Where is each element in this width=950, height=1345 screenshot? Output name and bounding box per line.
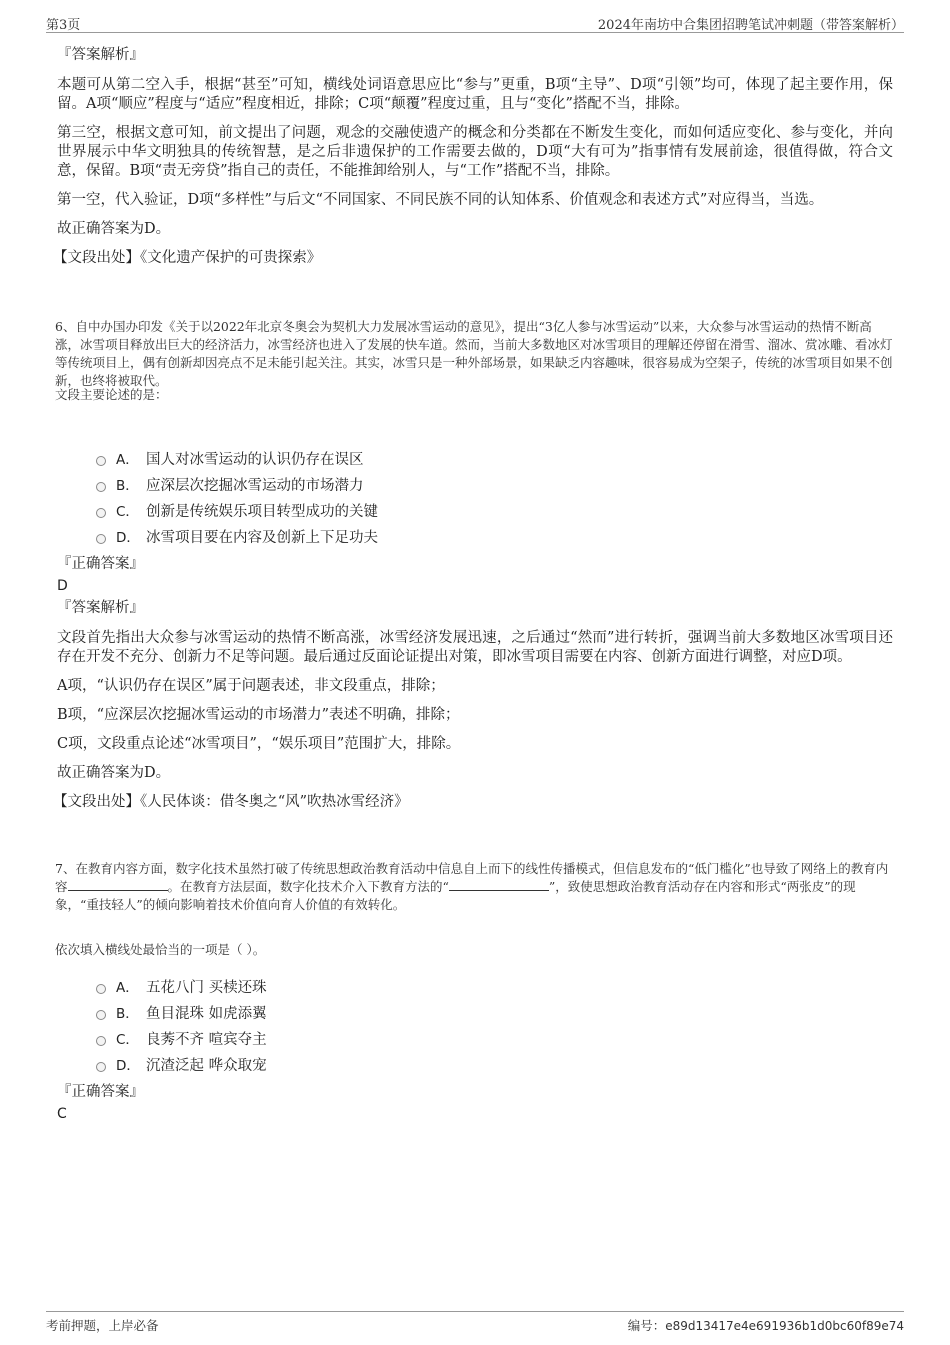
document-title: 2024年南坊中合集团招聘笔试冲刺题（带答案解析） bbox=[597, 18, 904, 33]
q7-answer-section bbox=[57, 1081, 893, 1125]
analysis-paragraph: 第三空，根据文意可知，前文提出了问题，观念的交融使遗产的概念和分类都在不断发生变化，而如何适应变化、参与变化，并向世界展示中华文明独具的传统智慧，是之后非遗保护的工作需要去做的，D项“大有可为”指事情有发展前途，很值得做，符合文意，保留。B项“责无旁贷”指自己的责任，不能推卸给别人，与“工作”搭配不当，排除。 bbox=[57, 125, 893, 179]
option-letter: B． bbox=[116, 478, 139, 494]
question-text-part: 。在教育方法层面，数字化技术介入下教育方法的“ bbox=[167, 879, 449, 894]
option-text: 沉渣泛起 哗众取宠 bbox=[146, 1057, 267, 1074]
option-c[interactable] bbox=[96, 497, 378, 523]
radio-button[interactable] bbox=[96, 1062, 106, 1072]
question-text-part: 7、在教育内容方面，数字化技术虽然打破了传统思想政治教育活动中信息自上而下的线性传播模式，但信息发布的“低门槛化”也导致了网络上的教育内容 bbox=[55, 861, 889, 894]
question-6-prompt bbox=[55, 385, 895, 403]
option-text: 创新是传统娱乐项目转型成功的关键 bbox=[146, 503, 378, 520]
answer-label: 『正确答案』 bbox=[57, 1084, 144, 1100]
option-text: 良莠不齐 喧宾夺主 bbox=[146, 1031, 267, 1048]
analysis-paragraph: 本题可从第二空入手，根据“甚至”可知，横线处词语意思应比“参与”更重，B项“主导”、D项“引领”均可，体现了起主要作用，保留。A项“顺应”程度与“适应”程度相近，排除；C项“颠覆”程度过重，且与“变化”搭配不当，排除。 bbox=[57, 77, 893, 112]
analysis-conclusion: 故正确答案为D。 bbox=[57, 221, 171, 237]
code-value: e89d13417e4e691936b1d0bc60f89e74 bbox=[665, 1319, 904, 1333]
option-letter: B． bbox=[116, 1006, 139, 1022]
option-text: 五花八门 买椟还珠 bbox=[146, 979, 267, 996]
analysis-conclusion: 故正确答案为D。 bbox=[57, 765, 171, 781]
analysis-paragraph: 第一空，代入验证，D项“多样性”与后文“不同国家、不同民族不同的认知体系、价值观念和表述方式”对应得当，当选。 bbox=[57, 192, 824, 208]
question-7-options bbox=[96, 973, 267, 1077]
analysis-paragraph: C项，文段重点论述“冰雪项目”，“娱乐项目”范围扩大，排除。 bbox=[57, 736, 461, 752]
radio-button[interactable] bbox=[96, 1036, 106, 1046]
radio-button[interactable] bbox=[96, 482, 106, 492]
q6-answer-section bbox=[53, 553, 893, 812]
question-6 bbox=[55, 318, 895, 390]
page-footer bbox=[46, 1311, 904, 1336]
fill-blank bbox=[68, 878, 168, 891]
source-citation: 【文段出处】《文化遗产保护的可贵探索》 bbox=[53, 250, 322, 266]
page-header bbox=[46, 12, 904, 33]
option-text: 国人对冰雪运动的认识仍存在误区 bbox=[146, 451, 364, 468]
correct-answer: C bbox=[57, 1106, 67, 1122]
fill-blank bbox=[449, 878, 549, 891]
correct-answer: D bbox=[57, 578, 68, 594]
option-letter: D． bbox=[116, 1058, 140, 1074]
q5-analysis-section bbox=[53, 44, 893, 268]
question-text bbox=[55, 860, 895, 914]
option-letter: D． bbox=[116, 530, 140, 546]
option-a[interactable] bbox=[96, 445, 378, 471]
radio-button[interactable] bbox=[96, 508, 106, 518]
document-code bbox=[628, 1316, 904, 1334]
analysis-paragraph: A项，“认识仍存在误区”属于问题表述，非文段重点，排除； bbox=[57, 678, 445, 694]
option-letter: A． bbox=[116, 980, 139, 996]
radio-button[interactable] bbox=[96, 984, 106, 994]
option-letter: A． bbox=[116, 452, 139, 468]
source-citation: 【文段出处】《人民体谈：借冬奥之“风”吹热冰雪经济》 bbox=[53, 794, 409, 810]
option-letter: C． bbox=[116, 1032, 139, 1048]
analysis-paragraph: 文段首先指出大众参与冰雪运动的热情不断高涨，冰雪经济发展迅速，之后通过“然而”进行转折，强调当前大多数地区冰雪项目还存在开发不充分、创新力不足等问题。最后通过反面论证提出对策，即冰雪项目需要在内容、创新方面进行调整，对应D项。 bbox=[57, 630, 893, 665]
question-prompt: 依次填入横线处最恰当的一项是（ ）。 bbox=[55, 942, 266, 957]
option-d[interactable] bbox=[96, 523, 378, 549]
question-6-options bbox=[96, 445, 378, 549]
option-c[interactable] bbox=[96, 1025, 267, 1051]
radio-button[interactable] bbox=[96, 456, 106, 466]
code-label: 编号： bbox=[627, 1318, 666, 1333]
radio-button[interactable] bbox=[96, 534, 106, 544]
question-text: 6、自中办国办印发《关于以2022年北京冬奥会为契机大力发展冰雪运动的意见》，提出“3亿人参与冰雪运动”以来，大众参与冰雪运动的热情不断高涨，冰雪项目释放出巨大的经济活力，冰雪经济也进入了发展的快车道。然而，当前大多数地区对冰雪项目的理解还停留在滑雪、溜冰、赏冰雕、看冰灯等传统项目上，偶有创新却因亮点不足未能引起关注。其实，冰雪只是一种外部场景，如果缺乏内容趣味，很容易成为空架子，传统的冰雪项目如果不创新，也终将被取代。 bbox=[55, 319, 893, 388]
question-text-part: ”，致使思想政治教育活动存在内容和形式“两张皮”的现象，“重技轻人”的倾向影响着技术价值向育人价值的有效转化。 bbox=[55, 879, 856, 912]
page-number: 第3页 bbox=[46, 18, 81, 33]
option-text: 冰雪项目要在内容及创新上下足功夫 bbox=[146, 529, 378, 546]
question-prompt: 文段主要论述的是： bbox=[55, 387, 168, 402]
radio-button[interactable] bbox=[96, 1010, 106, 1020]
option-b[interactable] bbox=[96, 999, 267, 1025]
analysis-paragraph: B项，“应深层次挖掘冰雪运动的市场潜力”表述不明确，排除； bbox=[57, 707, 460, 723]
option-a[interactable] bbox=[96, 973, 267, 999]
answer-label: 『正确答案』 bbox=[57, 556, 144, 572]
option-b[interactable] bbox=[96, 471, 378, 497]
option-text: 应深层次挖掘冰雪运动的市场潜力 bbox=[146, 477, 364, 494]
analysis-label: 『答案解析』 bbox=[57, 600, 144, 616]
option-letter: C． bbox=[116, 504, 139, 520]
question-7 bbox=[55, 860, 895, 914]
footer-slogan: 考前押题，上岸必备 bbox=[46, 1318, 159, 1333]
question-7-prompt bbox=[55, 940, 895, 958]
analysis-label: 『答案解析』 bbox=[57, 47, 144, 63]
option-d[interactable] bbox=[96, 1051, 267, 1077]
option-text: 鱼目混珠 如虎添翼 bbox=[146, 1005, 267, 1022]
